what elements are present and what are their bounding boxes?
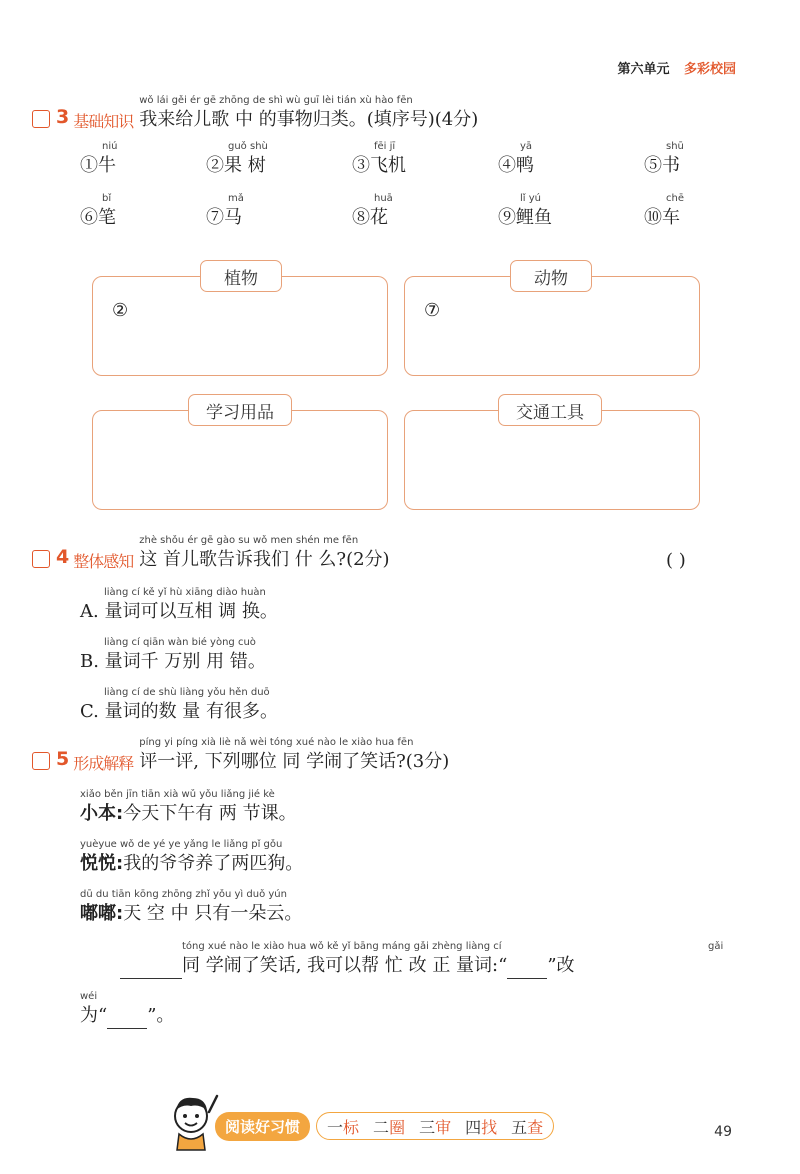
q3-item-1: niú ①牛 xyxy=(80,141,118,176)
q5-tag: 形成解释 xyxy=(73,754,134,773)
q3-item-6: bǐ ⑥笔 xyxy=(80,193,116,228)
q4-option-a[interactable]: liàng cí kě yǐ hù xiāng diào huàn A. 量词可以互相 调 换。 xyxy=(80,587,278,622)
page-number: 49 xyxy=(714,1124,732,1140)
q5-line-dudu: dū du tiān kōng zhōng zhǐ yǒu yì duǒ yún 嘟嘟:天 空 中 只有一朵云。 xyxy=(80,889,303,924)
animal-label: 动物 xyxy=(510,260,592,292)
q5-fill-sentence: tóng xué nào le xiào hua wǒ kě yǐ bāng máng gǎi zhèng liàng cí 同 学闹了笑话, 我可以帮 忙 改 正 量词:“ ”改 xyxy=(120,940,575,979)
page-header xyxy=(617,58,736,77)
unit-title: 第六单元 xyxy=(617,62,670,77)
q3-text: 我来给儿歌 中 的事物归类。(填序号)(4分) xyxy=(139,109,479,130)
q3-item-8: huā ⑧花 xyxy=(352,193,393,228)
habit-step-1: 一标 xyxy=(327,1117,360,1137)
speaker-name: 悦悦: xyxy=(80,853,124,874)
habit-step-2: 二圈 xyxy=(373,1117,406,1137)
q4-pinyin: zhè shǒu ér gē gào su wǒ men shén me fēn xyxy=(139,535,359,546)
theme-title: 多彩校园 xyxy=(683,62,736,77)
correct-word-blank[interactable] xyxy=(107,1004,147,1029)
q4-option-c[interactable]: liàng cí de shù liàng yǒu hěn duō C. 量词的数 量 有很多。 xyxy=(80,687,279,722)
reading-kid-icon xyxy=(165,1092,221,1152)
q3-item-4: yā ④鸭 xyxy=(498,141,534,176)
q3-item-3: fēi jī ③飞机 xyxy=(352,141,406,176)
habit-step-5: 五查 xyxy=(511,1117,544,1137)
q5-line-xiaoben: xiǎo běn jīn tiān xià wǔ yǒu liǎng jié kè 小本:今天下午有 两 节课。 xyxy=(80,789,297,824)
name-blank[interactable] xyxy=(120,954,182,979)
q3-heading xyxy=(32,94,478,132)
q5-fill-sentence-2: wéi 为“ ”。 xyxy=(80,990,174,1029)
speaker-name: 嘟嘟: xyxy=(80,903,124,924)
habit-steps xyxy=(316,1112,554,1140)
q3-item-2: guǒ shù ②果 树 xyxy=(206,141,268,176)
speaker-name: 小本: xyxy=(80,803,124,824)
q4-number: 4 xyxy=(56,546,70,568)
habit-step-3: 三审 xyxy=(419,1117,452,1137)
plant-answer: ② xyxy=(112,300,129,321)
q5-checkbox[interactable] xyxy=(32,752,50,770)
q4-text: 这 首儿歌告诉我们 什 么?(2分) xyxy=(139,549,390,570)
q3-item-7: mǎ ⑦马 xyxy=(206,193,244,228)
wrong-word-blank[interactable] xyxy=(507,954,547,979)
q5-heading xyxy=(32,736,449,774)
gai-pinyin: gǎi xyxy=(708,941,724,952)
q5-line-yueyue: yuèyue wǒ de yé ye yǎng le liǎng pǐ gǒu 悦悦:我的爷爷养了两匹狗。 xyxy=(80,839,304,874)
q3-pinyin: wǒ lái gěi ér gē zhōng de shì wù guī lèi tián xù hào fēn xyxy=(139,95,413,106)
q3-item-10: chē ⑩车 xyxy=(644,193,684,228)
q4-tag: 整体感知 xyxy=(73,552,134,571)
q4-heading xyxy=(32,534,390,572)
q5-pinyin: píng yi píng xià liè nǎ wèi tóng xué nào le xiào hua fēn xyxy=(139,737,414,748)
q3-tag: 基础知识 xyxy=(73,112,134,131)
animal-answer: ⑦ xyxy=(424,300,441,321)
reading-habit-bar xyxy=(215,1112,554,1140)
school-supplies-label: 学习用品 xyxy=(188,394,292,426)
q5-text: 评一评, 下列哪位 同 学闹了笑话?(3分) xyxy=(139,751,450,772)
reading-habit-badge: 阅读好习惯 xyxy=(215,1112,310,1141)
q4-answer-blank[interactable]: ( ) xyxy=(666,550,686,571)
habit-step-4: 四找 xyxy=(465,1117,498,1137)
q4-checkbox[interactable] xyxy=(32,550,50,568)
q5-number: 5 xyxy=(56,748,70,770)
q3-checkbox[interactable] xyxy=(32,110,50,128)
q4-option-b[interactable]: liàng cí qiān wàn bié yòng cuò B. 量词千 万别 用 错。 xyxy=(80,637,266,672)
q3-item-9: lǐ yú ⑨鲤鱼 xyxy=(498,193,552,228)
q3-item-5: shū ⑤书 xyxy=(644,141,684,176)
transport-label: 交通工具 xyxy=(498,394,602,426)
plant-label: 植物 xyxy=(200,260,282,292)
q3-number: 3 xyxy=(56,106,70,128)
